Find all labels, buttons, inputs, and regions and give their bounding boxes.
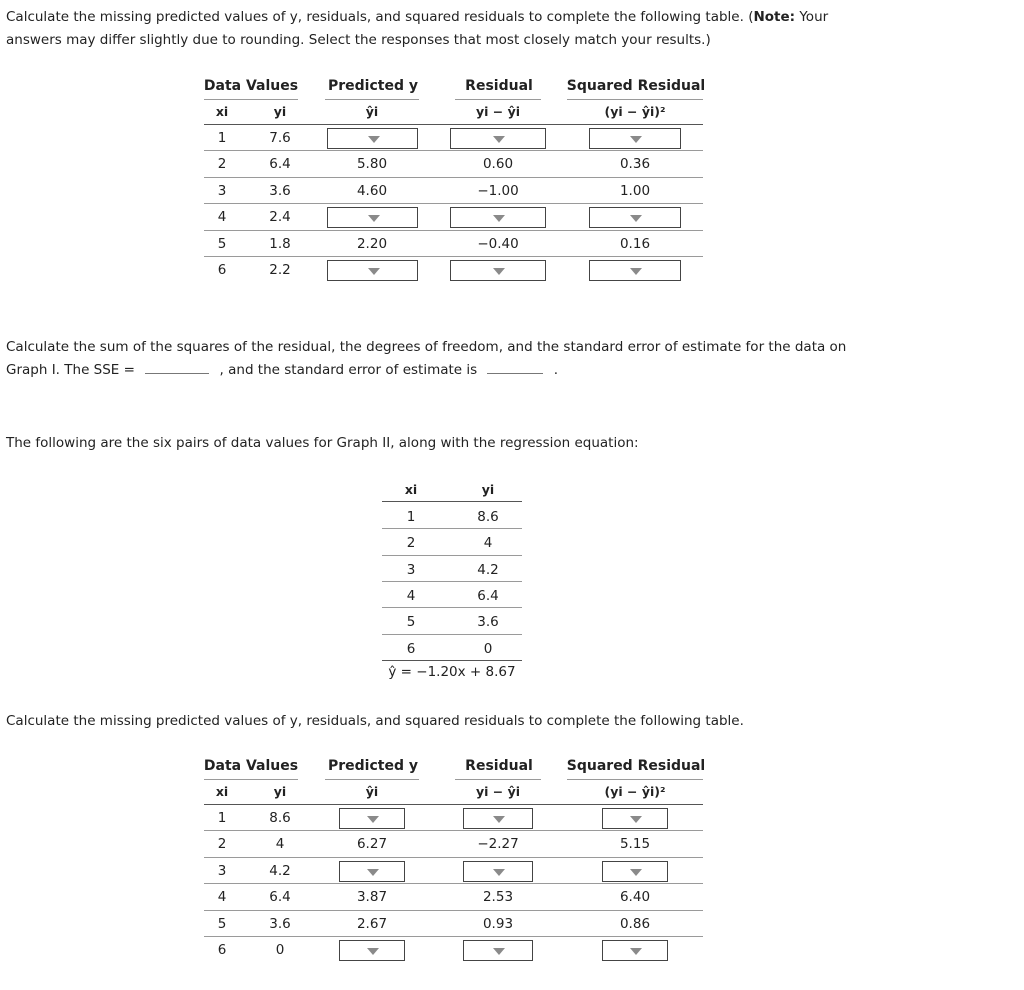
chevron-down-icon [493, 816, 505, 823]
graph2-cell-x: 6 [406, 641, 416, 657]
table2-header-residual: Residual [465, 758, 533, 774]
table2-cell-x: 2 [217, 836, 227, 852]
graph2-row-rule [382, 555, 522, 556]
graph2-cell-x: 4 [406, 588, 416, 604]
table1-row-rule [204, 150, 703, 151]
table1-cell-y: 7.6 [269, 130, 291, 146]
table2-cell-pred: 2.67 [356, 916, 388, 932]
table1-header-rule [455, 99, 541, 100]
graph2-header-xi: xi [404, 482, 418, 497]
chevron-down-icon [630, 869, 642, 876]
table2-header-rule [455, 779, 541, 780]
table1-cell-y: 6.4 [269, 156, 291, 172]
table1-cell-x: 5 [217, 236, 227, 252]
table1-row-rule [204, 256, 703, 257]
graph2-cell-y: 6.4 [477, 588, 499, 604]
table2-cell-res: 2.53 [482, 889, 514, 905]
chevron-down-icon [630, 268, 642, 275]
table2-cell-y: 0 [275, 942, 285, 958]
table2-subheader-rule [204, 804, 703, 805]
table1-subheader-squared: (yi − ŷi)² [604, 104, 666, 119]
table1-cell-x: 2 [217, 156, 227, 172]
note-label: Note: [753, 9, 796, 25]
table2-sq-dropdown[interactable] [602, 940, 668, 961]
table1-subheader-rule [204, 124, 703, 125]
graph2-row-rule [382, 660, 522, 661]
chevron-down-icon [368, 268, 380, 275]
table1-subheader-residual: yi − ŷi [475, 104, 521, 119]
table2-res-dropdown[interactable] [463, 861, 533, 882]
graph2-cell-x: 2 [406, 535, 416, 551]
table2-header-rule [204, 779, 298, 780]
table1-res-dropdown[interactable] [450, 128, 546, 149]
table2-cell-sq: 5.15 [619, 836, 651, 852]
instructions-part1: Calculate the missing predicted values of y, residuals, and squared residuals to complete the following table. ( [6, 9, 754, 25]
table2-cell-res: 0.93 [482, 916, 514, 932]
table2-pred-dropdown[interactable] [339, 808, 405, 829]
table1-cell-sq: 1.00 [619, 183, 651, 199]
sse-input[interactable] [145, 359, 209, 374]
chevron-down-icon [368, 136, 380, 143]
table2-cell-x: 6 [217, 942, 227, 958]
table1-subheader-xi: xi [215, 104, 229, 119]
table1-header-residual: Residual [465, 78, 533, 94]
table1-header-rule [204, 99, 298, 100]
chevron-down-icon [493, 215, 505, 222]
table2-row-rule [204, 883, 703, 884]
table2-sq-dropdown[interactable] [602, 861, 668, 882]
chevron-down-icon [630, 816, 642, 823]
chevron-down-icon [493, 268, 505, 275]
table2-header-squared: Squared Residual [566, 758, 706, 774]
table1-cell-x: 6 [217, 262, 227, 278]
table2-intro: Calculate the missing predicted values of y, residuals, and squared residuals to complete the following table. [6, 713, 744, 729]
chevron-down-icon [368, 215, 380, 222]
graph2-cell-y: 4.2 [477, 562, 499, 578]
table2-cell-x: 4 [217, 889, 227, 905]
table1-cell-x: 1 [217, 130, 227, 146]
table2-subheader-squared: (yi − ŷi)² [604, 784, 666, 799]
graph2-row-rule [382, 528, 522, 529]
table1-pred-dropdown[interactable] [327, 260, 418, 281]
graph2-row-rule [382, 607, 522, 608]
table2-cell-y: 8.6 [269, 810, 291, 826]
instructions-line2: answers may differ slightly due to rounding. Select the responses that most closely match your results.) [6, 32, 711, 48]
table2-cell-x: 1 [217, 810, 227, 826]
table1-cell-res: 0.60 [482, 156, 514, 172]
table1-sq-dropdown[interactable] [589, 128, 681, 149]
table2-cell-x: 3 [217, 863, 227, 879]
table2-cell-sq: 6.40 [619, 889, 651, 905]
table1-header-squared: Squared Residual [566, 78, 706, 94]
table2-header-data-values: Data Values [203, 758, 299, 774]
table1-row-rule [204, 177, 703, 178]
chevron-down-icon [493, 948, 505, 955]
chevron-down-icon [367, 816, 379, 823]
standard-error-input[interactable] [487, 359, 543, 374]
table2-res-dropdown[interactable] [463, 940, 533, 961]
chevron-down-icon [630, 215, 642, 222]
table1-cell-pred: 4.60 [356, 183, 388, 199]
table2-cell-pred: 3.87 [356, 889, 388, 905]
table1-cell-x: 4 [217, 209, 227, 225]
graph2-intro: The following are the six pairs of data values for Graph II, along with the regression equation: [6, 435, 639, 451]
table1-cell-y: 2.4 [269, 209, 291, 225]
table2-res-dropdown[interactable] [463, 808, 533, 829]
table1-header-rule [567, 99, 703, 100]
chevron-down-icon [367, 948, 379, 955]
instructions [6, 6, 828, 52]
regression-equation: ŷ = −1.20x + 8.67 [388, 664, 516, 680]
graph2-cell-y: 3.6 [477, 614, 499, 630]
chevron-down-icon [493, 869, 505, 876]
graph2-cell-x: 5 [406, 614, 416, 630]
sse-question-line1: Calculate the sum of the squares of the residual, the degrees of freedom, and the standard error of estimate for the data on [6, 339, 847, 355]
table2-row-rule [204, 830, 703, 831]
table2-header-rule [567, 779, 703, 780]
graph2-header-rule [382, 501, 522, 502]
chevron-down-icon [630, 948, 642, 955]
table2-cell-sq: 0.86 [619, 916, 651, 932]
table1-cell-y: 1.8 [269, 236, 291, 252]
graph2-row-rule [382, 581, 522, 582]
sse-question-line2a: Graph I. The SSE = [6, 362, 135, 378]
table2-subheader-yi: yi [273, 784, 287, 799]
table1-pred-dropdown[interactable] [327, 207, 418, 228]
chevron-down-icon [367, 869, 379, 876]
table1-res-dropdown[interactable] [450, 260, 546, 281]
table2-row-rule [204, 857, 703, 858]
table1-cell-res: −1.00 [477, 183, 519, 199]
graph2-cell-y: 0 [483, 641, 493, 657]
table1-cell-pred: 2.20 [356, 236, 388, 252]
table1-row-rule [204, 230, 703, 231]
graph2-cell-y: 8.6 [477, 509, 499, 525]
table2-subheader-residual: yi − ŷi [475, 784, 521, 799]
table1-sq-dropdown[interactable] [589, 207, 681, 228]
table1-cell-sq: 0.36 [619, 156, 651, 172]
table1-row-rule [204, 203, 703, 204]
table1-header-rule [325, 99, 419, 100]
instructions-part2: Your [795, 9, 829, 25]
table2-pred-dropdown[interactable] [339, 861, 405, 882]
graph2-cell-y: 4 [483, 535, 493, 551]
graph2-cell-x: 1 [406, 509, 416, 525]
table1-cell-y: 3.6 [269, 183, 291, 199]
table1-sq-dropdown[interactable] [589, 260, 681, 281]
table2-cell-y: 3.6 [269, 916, 291, 932]
table2-cell-y: 4.2 [269, 863, 291, 879]
table2-cell-y: 6.4 [269, 889, 291, 905]
table1-cell-res: −0.40 [477, 236, 519, 252]
table1-cell-pred: 5.80 [356, 156, 388, 172]
table2-subheader-yhat: ŷi [365, 784, 379, 799]
table1-header-predicted: Predicted y [328, 78, 418, 94]
graph2-cell-x: 3 [406, 562, 416, 578]
table1-pred-dropdown[interactable] [327, 128, 418, 149]
table1-cell-sq: 0.16 [619, 236, 651, 252]
table2-pred-dropdown[interactable] [339, 940, 405, 961]
table1-res-dropdown[interactable] [450, 207, 546, 228]
sse-question [6, 336, 846, 382]
table2-cell-pred: 6.27 [356, 836, 388, 852]
table2-row-rule [204, 936, 703, 937]
table1-subheader-yhat: ŷi [365, 104, 379, 119]
table1-subheader-yi: yi [273, 104, 287, 119]
table2-cell-x: 5 [217, 916, 227, 932]
table2-header-rule [325, 779, 419, 780]
table2-cell-res: −2.27 [477, 836, 519, 852]
table2-sq-dropdown[interactable] [602, 808, 668, 829]
table2-subheader-xi: xi [215, 784, 229, 799]
table1-header-data-values: Data Values [203, 78, 299, 94]
chevron-down-icon [630, 136, 642, 143]
sse-question-line2b: , and the standard error of estimate is [219, 362, 478, 378]
table2-cell-y: 4 [275, 836, 285, 852]
graph2-row-rule [382, 634, 522, 635]
graph2-header-yi: yi [481, 482, 495, 497]
table2-header-predicted: Predicted y [328, 758, 418, 774]
table1-cell-x: 3 [217, 183, 227, 199]
table1-cell-y: 2.2 [269, 262, 291, 278]
chevron-down-icon [493, 136, 505, 143]
table2-row-rule [204, 910, 703, 911]
sse-question-line2c: . [553, 362, 559, 378]
